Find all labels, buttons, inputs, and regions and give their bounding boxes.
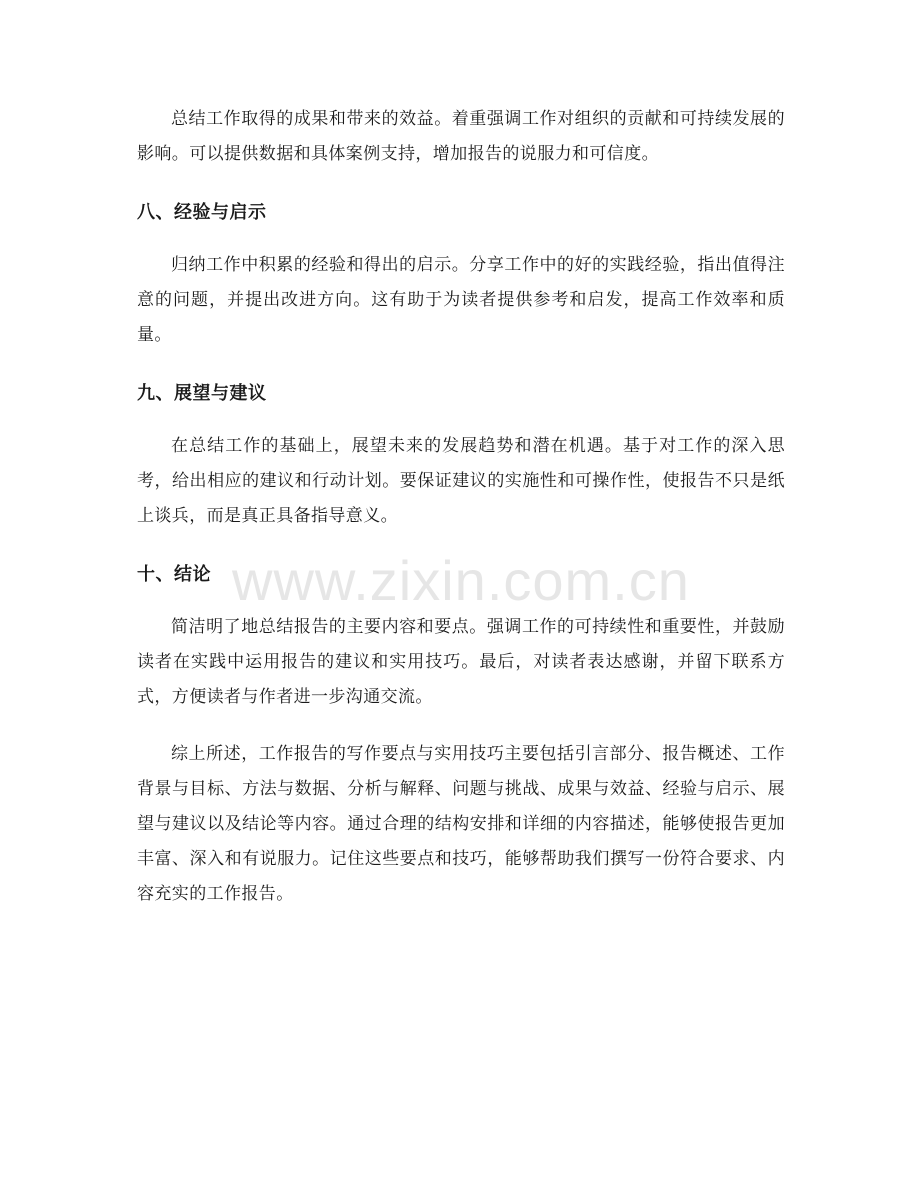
- watermark-text: www.zixin.com.cn: [232, 549, 690, 612]
- section-heading-conclusion: 十、结论: [137, 564, 211, 585]
- paragraph-conclusion: 简洁明了地总结报告的主要内容和要点。强调工作的可持续性和重要性，并鼓励读者在实践中运用报告的建议和实用技巧。最后，对读者表达感谢，并留下联系方式，方便读者与作者进一步沟通交流。: [137, 617, 785, 707]
- section-heading-outlook: 九、展望与建议: [137, 383, 267, 404]
- paragraph-results-benefits: 总结工作取得的成果和带来的效益。着重强调工作对组织的贡献和可持续发展的影响。可以提供数据和具体案例支持，增加报告的说服力和可信度。: [137, 109, 785, 164]
- section-heading-experience: 八、经验与启示: [137, 202, 267, 223]
- document-body: [137, 102, 785, 912]
- paragraph-experience: 归纳工作中积累的经验和得出的启示。分享工作中的好的实践经验，指出值得注意的问题，并提出改进方向。这有助于为读者提供参考和启发，提高工作效率和质量。: [137, 255, 785, 345]
- paragraph-summary: 综上所述，工作报告的写作要点与实用技巧主要包括引言部分、报告概述、工作背景与目标、方法与数据、分析与解释、问题与挑战、成果与效益、经验与启示、展望与建议以及结论等内容。通过合理的结构安排和详细的内容描述，能够使报告更加丰富、深入和有说服力。记住这些要点和技巧，能够帮助我们撰写一份符合要求、内容充实的工作报告。: [137, 744, 785, 904]
- paragraph-outlook: 在总结工作的基础上，展望未来的发展趋势和潜在机遇。基于对工作的深入思考，给出相应的建议和行动计划。要保证建议的实施性和可操作性，使报告不只是纸上谈兵，而是真正具备指导意义。: [137, 436, 785, 526]
